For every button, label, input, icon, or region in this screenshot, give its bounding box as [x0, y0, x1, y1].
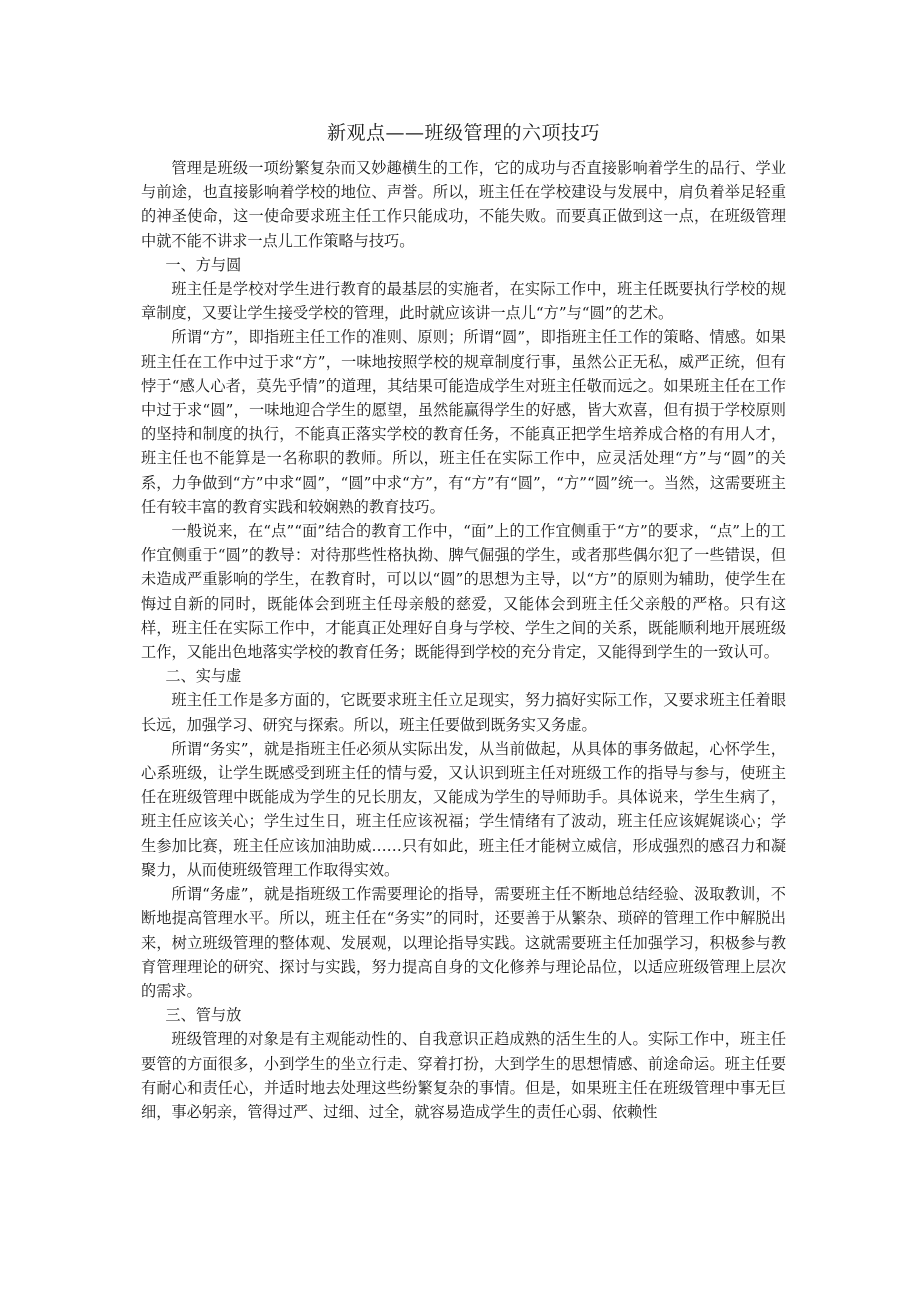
body-paragraph: 所谓“务虚”，就是指班级工作需要理论的指导，需要班主任不断地总结经验、汲取教训，不断地提高管理水平。所以，班主任在“务实”的同时，还要善于从繁杂、琐碎的管理工作中解脱出来，树立班级管理的整体观、发展观，以理论指导实践。这就需要班主任加强学习，积极参与教育管理理论的研究、探讨与实践，努力提高自身的文化修养与理论品位，以适应班级管理上层次的需求。 [141, 885, 786, 1000]
body-paragraph: 一般说来，在“点”“面”结合的教育工作中，“面”上的工作宜侧重于“方”的要求，“点”上的工作宜侧重于“圆”的教导：对待那些性格执拗、脾气倔强的学生，或者那些偶尔犯了一些错误，但未造成严重影响的学生，在教育时，可以以“圆”的思想为主导，以“方”的原则为辅助，使学生在悔过自新的同时，既能体会到班主任母亲般的慈爱，又能体会到班主任父亲般的严格。只有这样，班主任在实际工作中，才能真正处理好自身与学校、学生之间的关系，既能顺利地开展班级工作，又能出色地落实学校的教育任务；既能得到学校的充分肯定，又能得到学生的一致认可。 [141, 522, 786, 662]
document-page [141, 116, 786, 1124]
body-paragraph: 班级管理的对象是有主观能动性的、自我意识正趋成熟的活生生的人。实际工作中，班主任要管的方面很多，小到学生的坐立行走、穿着打扮，大到学生的思想情感、前途命运。班主任要有耐心和责任心，并适时地去处理这些纷繁复杂的事情。但是，如果班主任在班级管理中事无巨细，事必躬亲，管得过严、过细、过全，就容易造成学生的责任心弱、依赖性 [141, 1030, 786, 1121]
document-body [141, 156, 786, 1124]
body-paragraph: 管理是班级一项纷繁复杂而又妙趣横生的工作，它的成功与否直接影响着学生的品行、学业与前途，也直接影响着学校的地位、声誉。所以，班主任在学校建设与发展中，肩负着举足轻重的神圣使命，这一使命要求班主任工作只能成功，不能失败。而要真正做到这一点，在班级管理中就不能不讲求一点儿工作策略与技巧。 [141, 159, 786, 250]
section-heading: 一、方与圆 [165, 255, 242, 274]
body-paragraph: 所谓“务实”，就是指班主任必须从实际出发，从当前做起，从具体的事务做起，心怀学生，心系班级，让学生既感受到班主任的情与爱，又认识到班主任对班级工作的指导与参与，使班主任在班级管理中既能成为学生的兄长朋友，又能成为学生的导师助手。具体说来，学生生病了，班主任应该关心；学生过生日，班主任应该祝福；学生情绪有了波动，班主任应该娓娓谈心；学生参加比赛，班主任应该加油助威……只有如此，班主任才能树立威信，形成强烈的感召力和凝聚力，从而使班级管理工作取得实效。 [141, 739, 786, 879]
body-paragraph: 班主任是学校对学生进行教育的最基层的实施者，在实际工作中，班主任既要执行学校的规章制度，又要让学生接受学校的管理，此时就应该讲一点儿“方”与“圆”的艺术。 [141, 280, 786, 323]
body-paragraph: 班主任工作是多方面的，它既要求班主任立足现实，努力搞好实际工作，又要求班主任着眼长远，加强学习、研究与探索。所以，班主任要做到既务实又务虚。 [141, 691, 786, 734]
document-title: 新观点——班级管理的六项技巧 [326, 122, 600, 144]
section-heading: 二、实与虚 [165, 667, 242, 686]
body-paragraph: 所谓“方”，即指班主任工作的准则、原则；所谓“圆”，即指班主任工作的策略、情感。如果班主任在工作中过于求“方”，一味地按照学校的规章制度行事，虽然公正无私，威严正统，但有悖于“感人心者，莫先乎情”的道理，其结果可能造成学生对班主任敬而远之。如果班主任在工作中过于求“圆”，一味地迎合学生的愿望，虽然能赢得学生的好感，皆大欢喜，但有损于学校原则的坚持和制度的执行，不能真正落实学校的教育任务，不能真正把学生培养成合格的有用人才，班主任也不能算是一名称职的教师。所以，班主任在实际工作中，应灵活处理“方”与“圆”的关系，力争做到“方”中求“圆”，“圆”中求“方”，有“方”有“圆”，“方”“圆”统一。当然，这需要班主任有较丰富的教育实践和较娴熟的教育技巧。 [141, 328, 786, 516]
section-heading: 三、管与放 [165, 1006, 242, 1025]
